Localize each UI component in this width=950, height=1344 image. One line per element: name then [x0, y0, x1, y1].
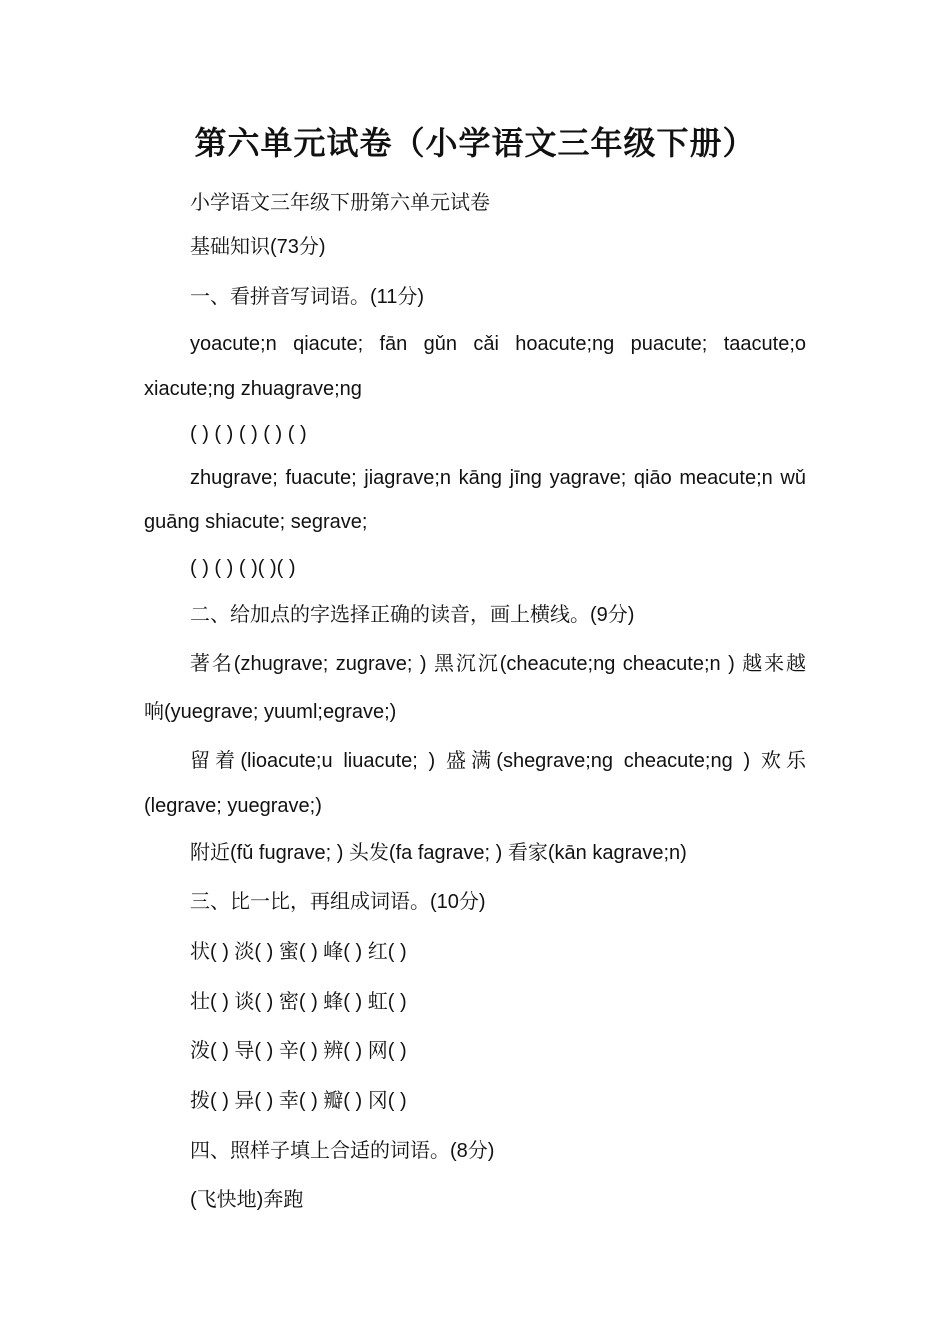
- compare-row-1: 状( ) 淡( ) 蜜( ) 峰( ) 红( ): [190, 941, 407, 963]
- blanks-line-2: ( ) ( ) ( )( )( ): [190, 557, 296, 579]
- pinyin-line-2: zhugrave; fuacute; jiagrave;n kāng jīng yagrave; qiāo meacute;n wǔ: [190, 467, 806, 489]
- example-line: (飞快地)奔跑: [190, 1189, 304, 1211]
- reading-line-2-cont: (legrave; yuegrave;): [144, 795, 322, 817]
- pinyin-line-2-cont: guāng shiacute; segrave;: [144, 511, 368, 533]
- pinyin-line-1-cont: xiacute;ng zhuagrave;ng: [144, 378, 362, 400]
- reading-line-3: 附近(fǔ fugrave; ) 头发(fa fagrave; ) 看家(kān kagrave;n): [190, 842, 687, 864]
- compare-row-3: 泼( ) 导( ) 辛( ) 辨( ) 网( ): [190, 1040, 407, 1062]
- question-4-heading: 四、照样子填上合适的词语。(8分): [190, 1140, 495, 1162]
- section-basic-knowledge: 基础知识(73分): [190, 236, 326, 258]
- reading-line-2: 留着(lioacute;u liuacute; ) 盛满(shegrave;ng cheacute;ng ) 欢乐: [190, 750, 806, 772]
- pinyin-line-1: yoacute;n qiacute; fān gǔn cǎi hoacute;ng puacute; taacute;o: [190, 333, 806, 355]
- reading-line-1-cont: 响(yuegrave; yuuml;egrave;): [144, 701, 397, 723]
- question-1-heading: 一、看拼音写词语。(11分): [190, 286, 425, 308]
- document-title: 第六单元试卷（小学语文三年级下册）: [194, 124, 756, 162]
- question-2-heading: 二、给加点的字选择正确的读音，画上横线。(9分): [190, 604, 635, 626]
- blanks-line-1: ( ) ( ) ( ) ( ) ( ): [190, 423, 307, 445]
- question-3-heading: 三、比一比，再组成词语。(10分): [190, 891, 486, 913]
- compare-row-2: 壮( ) 谈( ) 密( ) 蜂( ) 虹( ): [190, 991, 407, 1013]
- subtitle-line: 小学语文三年级下册第六单元试卷: [190, 192, 490, 214]
- compare-row-4: 拨( ) 异( ) 幸( ) 瓣( ) 冈( ): [190, 1090, 407, 1112]
- reading-line-1: 著名(zhugrave; zugrave; ) 黑沉沉(cheacute;ng cheacute;n ) 越来越: [190, 653, 806, 675]
